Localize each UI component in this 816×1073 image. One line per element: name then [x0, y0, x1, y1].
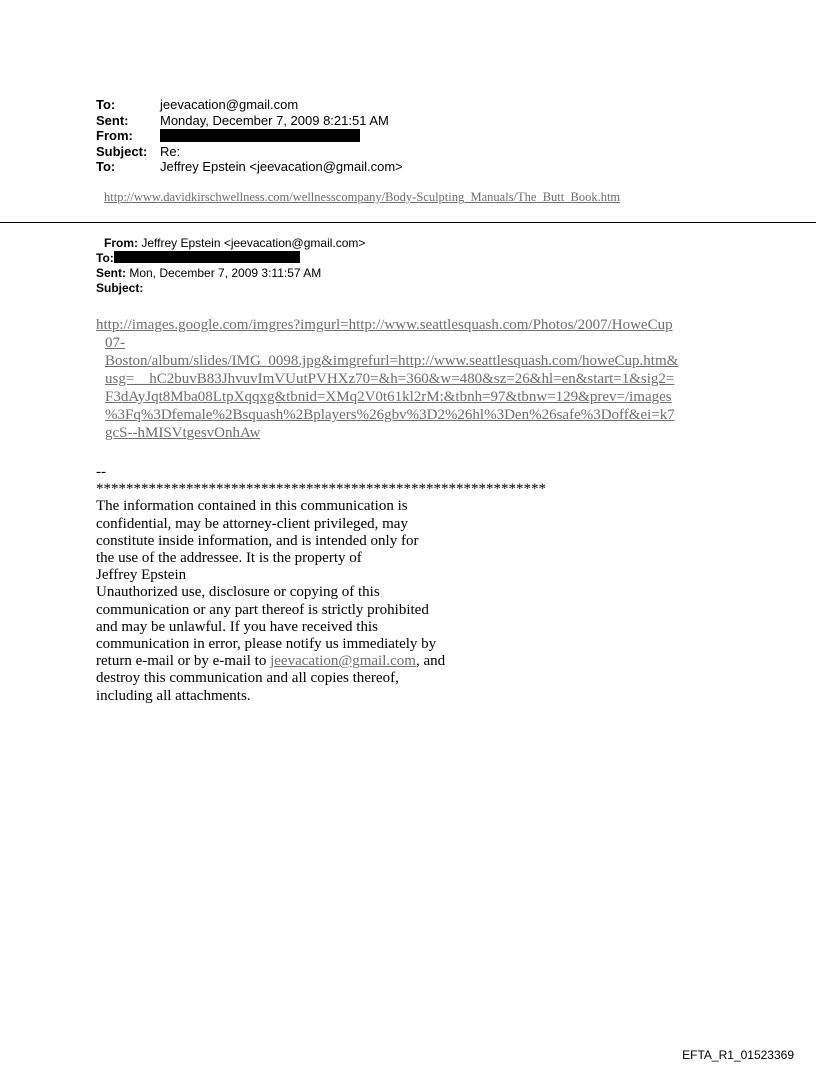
quoted-subject-row: [96, 281, 365, 296]
email-header: [96, 97, 403, 175]
link-line: http://images.google.com/imgres?imgurl=http://www.seattlesquash.com/Photos/2007/HoweCup: [96, 317, 673, 333]
quoted-to-label: To:: [96, 251, 114, 265]
return-prefix: return e-mail or by e-mail to: [96, 653, 271, 670]
link-line: 07-: [105, 335, 125, 351]
to2-row: [96, 159, 403, 175]
wellness-link[interactable]: http://www.davidkirschwellness.com/wellnesscompany/Body-Sculpting_Manuals/The_Butt_Book.htm: [104, 190, 621, 204]
redaction-box: [160, 129, 360, 142]
sig-stars: ************************************************************: [96, 481, 546, 498]
subject-row: [96, 144, 403, 160]
to2-value: Jeffrey Epstein <jeevacation@gmail.com>: [160, 159, 403, 174]
quoted-sent-value: Mon, December 7, 2009 3:11:57 AM: [126, 266, 322, 280]
quoted-from-value: Jeffrey Epstein <jeevacation@gmail.com>: [138, 236, 366, 250]
disclaimer-line: [96, 653, 546, 670]
quoted-sent-row: [96, 266, 365, 281]
document-id: EFTA_R1_01523369: [682, 1048, 794, 1062]
redaction-box: [114, 251, 300, 263]
disclaimer-line: constitute inside information, and is intended only for: [96, 532, 419, 549]
disclaimer-line: Unauthorized use, disclosure or copying of this: [96, 584, 380, 601]
link-line: usg=__hC2buvB83JhvuvImVUutPVHXz70=&h=360&w=480&sz=26&hl=en&start=1&sig2=: [105, 371, 675, 387]
link-line: F3dAyJqt8Mba08LtpXqqxg&tbnid=XMq2V0t61kl2rM:&tbnh=97&tbnw=129&prev=/images: [105, 389, 672, 405]
link-line: gcS--hMISVtgesvOnhAw: [105, 425, 261, 441]
quoted-sent-label: Sent:: [96, 266, 126, 280]
disclaimer-line: communication in error, please notify us immediately by: [96, 636, 437, 653]
sig-dashes: --: [96, 464, 106, 480]
sent-label: Sent:: [96, 112, 129, 128]
disclaimer-line: communication or any part thereof is strictly prohibited: [96, 601, 429, 618]
disclaimer-line: destroy this communication and all copies thereof,: [96, 670, 399, 687]
quoted-subject-label: Subject:: [96, 281, 144, 295]
return-suffix: , and: [415, 653, 446, 670]
to-label: To:: [96, 97, 116, 112]
from-label: From:: [96, 128, 133, 143]
subject-value: Re:: [160, 143, 181, 159]
to2-label: To:: [96, 159, 116, 174]
from-row: [96, 128, 403, 144]
disclaimer-line: The information contained in this communication is: [96, 498, 408, 515]
disclaimer-line: the use of the addressee. It is the property of: [96, 550, 362, 567]
disclaimer-line: and may be unlawful. If you have received this: [96, 618, 378, 635]
quoted-from-label: From:: [104, 236, 138, 250]
disclaimer-line: including all attachments.: [96, 687, 251, 704]
disclaimer: [96, 464, 546, 705]
to-row: [96, 97, 403, 113]
divider: [0, 222, 816, 223]
sent-row: [96, 113, 403, 129]
to-value: jeevacation@gmail.com: [160, 97, 299, 112]
email-link[interactable]: jeevacation@gmail.com: [270, 653, 416, 670]
quoted-from-row: [96, 236, 365, 251]
link-line: %3Fq%3Dfemale%2Bsquash%2Bplayers%26gbv%3D2%26hl%3Den%26safe%3Doff&ei=k7: [105, 407, 675, 423]
quoted-header: [96, 236, 365, 296]
disclaimer-line: confidential, may be attorney-client privileged, may: [96, 515, 408, 532]
disclaimer-line: Jeffrey Epstein: [96, 567, 187, 584]
quoted-to-row: [96, 251, 365, 266]
sent-value: Monday, December 7, 2009 8:21:51 AM: [160, 112, 389, 128]
google-image-link[interactable]: [96, 316, 726, 442]
subject-label: Subject:: [96, 143, 148, 159]
link-line: Boston/album/slides/IMG_0098.jpg&imgrefurl=http://www.seattlesquash.com/howeCup.htm&: [105, 353, 679, 369]
